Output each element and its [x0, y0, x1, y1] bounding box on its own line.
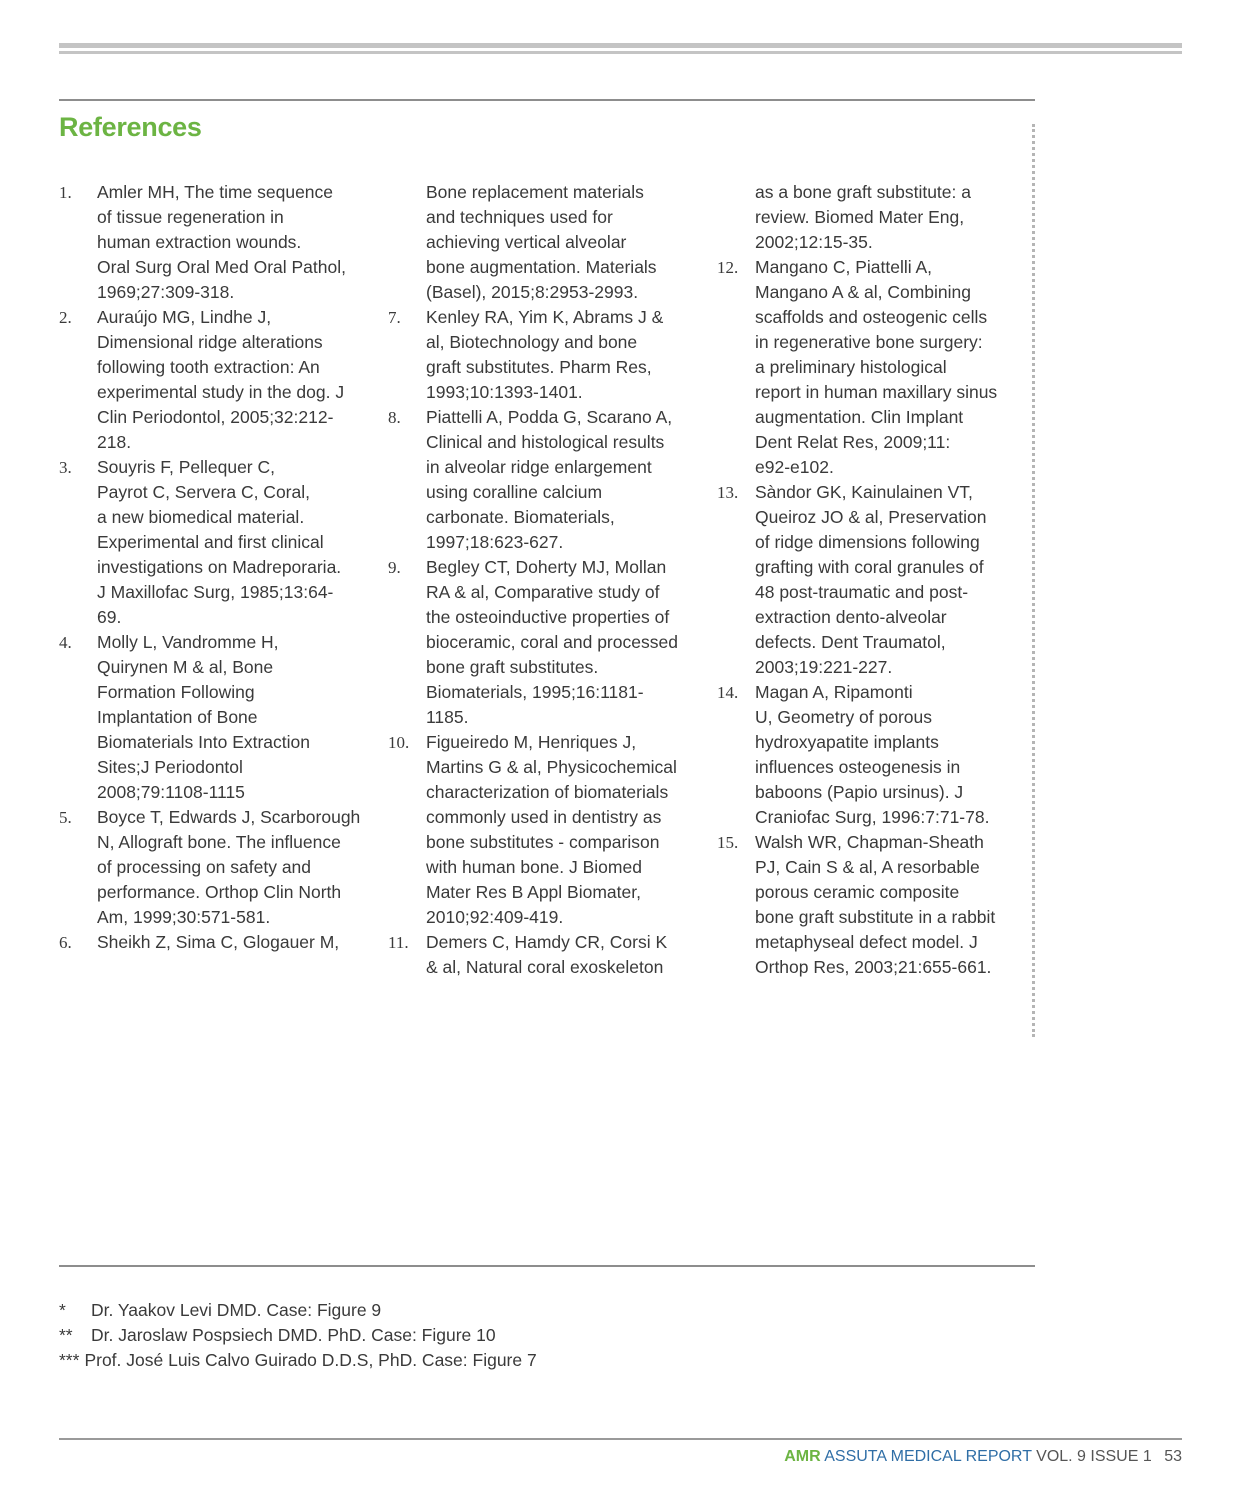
- footnote-text: Prof. José Luis Calvo Guirado D.D.S, PhD. Case: Figure 7: [84, 1350, 537, 1370]
- reference-text-line: 2008;79:1108-1115: [97, 782, 245, 802]
- reference-text-line: using coralline calcium: [426, 482, 603, 502]
- reference-text-line: Mater Res B Appl Biomater,: [426, 882, 641, 902]
- reference-text-line: defects. Dent Traumatol,: [755, 632, 946, 652]
- reference-text-line: (Basel), 2015;8:2953-2993.: [426, 282, 639, 302]
- reference-text-line: carbonate. Biomaterials,: [426, 507, 615, 527]
- reference-text-line: porous ceramic composite: [755, 882, 960, 902]
- reference-number: 5.: [59, 808, 72, 827]
- reference-text-line: commonly used in dentistry as: [426, 807, 662, 827]
- reference-text-line: Figueiredo M, Henriques J,: [426, 732, 637, 752]
- reference-text-line: Demers C, Hamdy CR, Corsi K: [426, 932, 668, 952]
- reference-text-line: Boyce T, Edwards J, Scarborough: [97, 807, 361, 827]
- reference-text-line: 2010;92:409-419.: [426, 907, 564, 927]
- reference-text-line: Bone replacement materials: [426, 182, 644, 202]
- footer-publication: ASSUTA MEDICAL REPORT: [824, 1448, 1032, 1465]
- reference-text-line: Walsh WR, Chapman-Sheath: [755, 832, 984, 852]
- footnote-mark: *: [59, 1300, 66, 1320]
- footnote: [59, 1298, 537, 1323]
- reference-text-line: 2002;12:15-35.: [755, 232, 873, 252]
- references-column-3: [717, 180, 997, 980]
- reference-text-line: Formation Following: [97, 682, 255, 702]
- reference-text-line: scaffolds and osteogenic cells: [755, 307, 988, 327]
- top-rule-thin: [59, 51, 1182, 54]
- reference-item: [59, 805, 360, 930]
- reference-text-line: extraction dento-alveolar: [755, 607, 947, 627]
- reference-text-line: grafting with coral granules of: [755, 557, 984, 577]
- reference-number: 7.: [388, 308, 401, 327]
- reference-text-line: Oral Surg Oral Med Oral Pathol,: [97, 257, 346, 277]
- reference-item: [717, 255, 997, 480]
- reference-text-line: 1969;27:309-318.: [97, 282, 235, 302]
- reference-item: [59, 455, 360, 630]
- reference-item: [717, 180, 997, 255]
- footnote: [59, 1323, 537, 1348]
- reference-item: [388, 730, 678, 930]
- reference-text-line: Implantation of Bone: [97, 707, 258, 727]
- reference-text-line: 1993;10:1393-1401.: [426, 382, 583, 402]
- reference-text-line: experimental study in the dog. J: [97, 382, 345, 402]
- reference-text-line: U, Geometry of porous: [755, 707, 933, 727]
- reference-number: 2.: [59, 308, 72, 327]
- reference-text-line: 1185.: [426, 707, 469, 727]
- footer-brand: AMR: [784, 1448, 821, 1465]
- reference-text-line: following tooth extraction: An: [97, 357, 320, 377]
- reference-item: [59, 305, 360, 455]
- reference-item: [717, 480, 997, 680]
- reference-text-line: Payrot C, Servera C, Coral,: [97, 482, 310, 502]
- reference-text-line: Mangano C, Piattelli A,: [755, 257, 933, 277]
- reference-text-line: Molly L, Vandromme H,: [97, 632, 279, 652]
- column-side-dotted-rule: [1032, 124, 1035, 1037]
- reference-text-line: metaphyseal defect model. J: [755, 932, 978, 952]
- reference-text-line: a preliminary histological: [755, 357, 947, 377]
- header-divider: [59, 99, 1035, 101]
- reference-text-line: of ridge dimensions following: [755, 532, 980, 552]
- reference-text-line: bioceramic, coral and processed: [426, 632, 678, 652]
- footnotes-divider: [59, 1265, 1035, 1267]
- reference-text-line: bone graft substitutes.: [426, 657, 599, 677]
- reference-number: 15.: [717, 833, 739, 852]
- reference-text-line: Experimental and first clinical: [97, 532, 324, 552]
- reference-number: 6.: [59, 933, 72, 952]
- reference-text-line: bone graft substitute in a rabbit: [755, 907, 996, 927]
- top-rule-thick: [59, 43, 1182, 48]
- reference-text-line: Clin Periodontol, 2005;32:212-: [97, 407, 334, 427]
- reference-text-line: review. Biomed Mater Eng,: [755, 207, 965, 227]
- reference-number: 8.: [388, 408, 401, 427]
- page-number: 53: [1164, 1448, 1182, 1465]
- reference-item: [388, 555, 678, 730]
- reference-item: [388, 180, 678, 305]
- reference-text-line: of tissue regeneration in: [97, 207, 284, 227]
- footer-divider: [59, 1438, 1182, 1440]
- reference-number: 14.: [717, 683, 739, 702]
- reference-text-line: 1997;18:623-627.: [426, 532, 564, 552]
- reference-number: 1.: [59, 183, 72, 202]
- reference-text-line: as a bone graft substitute: a: [755, 182, 971, 202]
- reference-text-line: Sàndor GK, Kainulainen VT,: [755, 482, 973, 502]
- reference-text-line: influences osteogenesis in: [755, 757, 961, 777]
- reference-text-line: Begley CT, Doherty MJ, Mollan: [426, 557, 667, 577]
- reference-item: [59, 930, 360, 955]
- reference-text-line: Sheikh Z, Sima C, Glogauer M,: [97, 932, 340, 952]
- reference-text-line: Amler MH, The time sequence: [97, 182, 334, 202]
- reference-text-line: Dent Relat Res, 2009;11:: [755, 432, 951, 452]
- reference-text-line: Souyris F, Pellequer C,: [97, 457, 275, 477]
- reference-text-line: Quirynen M & al, Bone: [97, 657, 274, 677]
- reference-text-line: performance. Orthop Clin North: [97, 882, 342, 902]
- reference-item: [59, 180, 360, 305]
- reference-text-line: Clinical and histological results: [426, 432, 665, 452]
- reference-item: [388, 405, 678, 555]
- reference-text-line: Magan A, Ripamonti: [755, 682, 913, 702]
- reference-text-line: investigations on Madreporaria.: [97, 557, 342, 577]
- footnote-mark: ***: [59, 1350, 80, 1370]
- reference-text-line: human extraction wounds.: [97, 232, 302, 252]
- references-heading: References: [59, 112, 202, 142]
- reference-text-line: al, Biotechnology and bone: [426, 332, 638, 352]
- reference-text-line: baboons (Papio ursinus). J: [755, 782, 964, 802]
- author-footnotes: [59, 1298, 537, 1373]
- reference-item: [388, 930, 678, 980]
- page-footer: [784, 1448, 1182, 1466]
- reference-text-line: Martins G & al, Physicochemical: [426, 757, 677, 777]
- reference-number: 3.: [59, 458, 72, 477]
- reference-item: [388, 305, 678, 405]
- footnote-text: Dr. Jaroslaw Pospsiech DMD. PhD. Case: Figure 10: [91, 1325, 496, 1345]
- reference-text-line: & al, Natural coral exoskeleton: [426, 957, 664, 977]
- reference-text-line: Kenley RA, Yim K, Abrams J &: [426, 307, 664, 327]
- reference-item: [59, 630, 360, 805]
- footnote-mark: **: [59, 1325, 73, 1345]
- reference-number: 9.: [388, 558, 401, 577]
- reference-text-line: in alveolar ridge enlargement: [426, 457, 652, 477]
- reference-text-line: in regenerative bone surgery:: [755, 332, 983, 352]
- reference-text-line: Biomaterials, 1995;16:1181-: [426, 682, 644, 702]
- reference-number: 4.: [59, 633, 72, 652]
- reference-text-line: Mangano A & al, Combining: [755, 282, 971, 302]
- reference-text-line: Am, 1999;30:571-581.: [97, 907, 271, 927]
- reference-text-line: RA & al, Comparative study of: [426, 582, 660, 602]
- reference-text-line: Craniofac Surg, 1996:7:71-78.: [755, 807, 990, 827]
- reference-text-line: graft substitutes. Pharm Res,: [426, 357, 652, 377]
- reference-text-line: achieving vertical alveolar: [426, 232, 627, 252]
- reference-text-line: 48 post-traumatic and post-: [755, 582, 969, 602]
- reference-text-line: with human bone. J Biomed: [426, 857, 642, 877]
- reference-text-line: and techniques used for: [426, 207, 613, 227]
- reference-text-line: PJ, Cain S & al, A resorbable: [755, 857, 980, 877]
- reference-text-line: Biomaterials Into Extraction: [97, 732, 311, 752]
- reference-text-line: Sites;J Periodontol: [97, 757, 243, 777]
- reference-text-line: the osteoinductive properties of: [426, 607, 670, 627]
- reference-text-line: Queiroz JO & al, Preservation: [755, 507, 987, 527]
- reference-text-line: N, Allograft bone. The influence: [97, 832, 341, 852]
- reference-text-line: bone substitutes - comparison: [426, 832, 660, 852]
- reference-number: 11.: [388, 933, 409, 952]
- reference-text-line: characterization of biomaterials: [426, 782, 669, 802]
- reference-text-line: bone augmentation. Materials: [426, 257, 657, 277]
- reference-number: 10.: [388, 733, 410, 752]
- reference-text-line: Orthop Res, 2003;21:655-661.: [755, 957, 992, 977]
- reference-number: 13.: [717, 483, 739, 502]
- reference-text-line: report in human maxillary sinus: [755, 382, 998, 402]
- reference-item: [717, 680, 997, 830]
- footer-issue: VOL. 9 ISSUE 1: [1036, 1448, 1152, 1465]
- reference-text-line: 2003;19:221-227.: [755, 657, 893, 677]
- reference-number: 12.: [717, 258, 739, 277]
- footnote-text: Dr. Yaakov Levi DMD. Case: Figure 9: [91, 1300, 382, 1320]
- reference-text-line: a new biomedical material.: [97, 507, 305, 527]
- reference-text-line: J Maxillofac Surg, 1985;13:64-: [97, 582, 334, 602]
- reference-item: [717, 830, 997, 980]
- references-column-2: [388, 180, 678, 980]
- reference-text-line: 218.: [97, 432, 132, 452]
- reference-text-line: e92-e102.: [755, 457, 834, 477]
- footnote: [59, 1348, 537, 1373]
- reference-text-line: Auraújo MG, Lindhe J,: [97, 307, 272, 327]
- reference-text-line: Piattelli A, Podda G, Scarano A,: [426, 407, 673, 427]
- reference-text-line: augmentation. Clin Implant: [755, 407, 964, 427]
- reference-text-line: of processing on safety and: [97, 857, 312, 877]
- reference-text-line: hydroxyapatite implants: [755, 732, 939, 752]
- reference-text-line: Dimensional ridge alterations: [97, 332, 323, 352]
- references-column-1: [59, 180, 360, 955]
- reference-text-line: 69.: [97, 607, 122, 627]
